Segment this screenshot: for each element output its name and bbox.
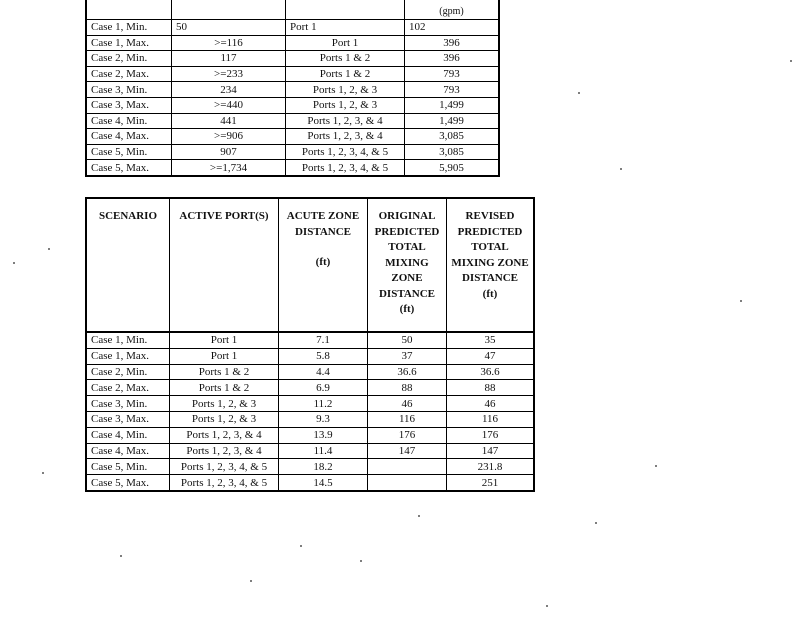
original-cell: 147 [368,443,447,459]
scenario-header-text: SCENARIO [98,210,158,222]
table-row [86,475,534,491]
table-row [86,427,534,443]
gpm-cell: 793 [405,82,500,98]
acute-zone-header-text: ACUTE ZONE DISTANCE [286,210,360,238]
table-row [86,443,534,459]
mixing-zone-table-body [86,198,534,491]
active-ports-header [170,198,279,332]
flow-cell: >=233 [172,66,286,82]
flow-cell: >=906 [172,129,286,145]
scan-speck [42,472,44,474]
original-mixing-unit: (ft) [399,303,415,315]
acute-cell: 14.5 [279,475,368,491]
gpm-cell: 102 [405,20,500,36]
table-row [86,348,534,364]
original-cell: 176 [368,427,447,443]
original-cell: 37 [368,348,447,364]
scenario-cell: Case 2, Max. [86,380,170,396]
original-cell: 36.6 [368,364,447,380]
ports-cell: Ports 1, 2, 3, & 4 [286,113,405,129]
flow-table-header-row [86,0,499,20]
ports-cell: Ports 1, 2, & 3 [286,97,405,113]
ports-cell: Ports 1 & 2 [286,66,405,82]
flow-cell: 117 [172,51,286,67]
original-cell: 46 [368,396,447,412]
gpm-cell: 5,905 [405,160,500,176]
scenario-cell: Case 5, Min. [86,459,170,475]
table-row [86,82,499,98]
original-cell [368,475,447,491]
revised-mixing-header [447,198,535,332]
revised-cell: 88 [447,380,535,396]
ports-cell: Ports 1, 2, 3, 4, & 5 [170,475,279,491]
scenario-cell: Case 1, Min. [86,332,170,348]
original-cell [368,459,447,475]
case-cell: Case 1, Max. [86,35,172,51]
acute-cell: 11.2 [279,396,368,412]
scan-speck [120,555,122,557]
scan-speck [620,168,622,170]
case-cell: Case 3, Min. [86,82,172,98]
case-cell: Case 4, Max. [86,129,172,145]
revised-cell: 231.8 [447,459,535,475]
revised-cell: 176 [447,427,535,443]
gpm-unit-label: (gpm) [439,6,464,17]
acute-cell: 18.2 [279,459,368,475]
scan-speck [546,605,548,607]
case-cell: Case 1, Min. [86,20,172,36]
revised-cell: 116 [447,411,535,427]
flow-cell: >=1,734 [172,160,286,176]
header-cell [405,0,500,20]
ports-cell: Ports 1 & 2 [170,364,279,380]
original-cell: 116 [368,411,447,427]
original-cell: 88 [368,380,447,396]
flow-cell: 907 [172,144,286,160]
scenario-cell: Case 3, Max. [86,411,170,427]
scenario-cell: Case 3, Min. [86,396,170,412]
acute-cell: 4.4 [279,364,368,380]
ports-cell: Ports 1, 2, & 3 [286,82,405,98]
scan-speck [595,522,597,524]
case-cell: Case 5, Min. [86,144,172,160]
flow-cell: 234 [172,82,286,98]
ports-cell: Ports 1, 2, 3, & 4 [286,129,405,145]
table-row [86,97,499,113]
ports-cell: Port 1 [170,348,279,364]
flow-cell: >=440 [172,97,286,113]
scenario-cell: Case 4, Min. [86,427,170,443]
acute-cell: 7.1 [279,332,368,348]
table-row [86,411,534,427]
revised-mixing-unit: (ft) [482,287,498,300]
header-cell [86,0,172,20]
ports-cell: Port 1 [286,35,405,51]
revised-cell: 47 [447,348,535,364]
scenario-cell: Case 5, Max. [86,475,170,491]
active-ports-header-text: ACTIVE PORT(S) [179,210,269,222]
scan-speck [418,515,420,517]
table-row [86,144,499,160]
table-row [86,66,499,82]
ports-cell: Ports 1, 2, & 3 [170,411,279,427]
original-mixing-header [368,198,447,332]
scenario-header [86,198,170,332]
scenario-cell: Case 2, Min. [86,364,170,380]
ports-cell: Ports 1, 2, & 3 [170,396,279,412]
table-row [86,332,534,348]
acute-cell: 11.4 [279,443,368,459]
flow-table-body [86,0,499,176]
original-mixing-header-text: ORIGINAL PREDICTED TOTAL MIXING ZONE DISTANCE [374,210,440,300]
scan-speck [250,580,252,582]
flow-cell: 50 [172,20,286,36]
table-row [86,20,499,36]
ports-cell: Ports 1 & 2 [170,380,279,396]
acute-zone-unit: (ft) [315,256,331,268]
scan-speck [48,248,50,250]
case-cell: Case 2, Min. [86,51,172,67]
gpm-cell: 396 [405,51,500,67]
ports-cell: Ports 1, 2, 3, 4, & 5 [170,459,279,475]
table-row [86,380,534,396]
acute-zone-header [279,198,368,332]
ports-cell: Ports 1, 2, 3, 4, & 5 [286,160,405,176]
revised-cell: 36.6 [447,364,535,380]
gpm-cell: 396 [405,35,500,51]
table-row [86,364,534,380]
gpm-cell: 793 [405,66,500,82]
acute-cell: 13.9 [279,427,368,443]
gpm-cell: 3,085 [405,129,500,145]
gpm-cell: 3,085 [405,144,500,160]
ports-cell: Port 1 [170,332,279,348]
revised-cell: 35 [447,332,535,348]
scan-speck [740,300,742,302]
table-row [86,129,499,145]
ports-cell: Ports 1, 2, 3, 4, & 5 [286,144,405,160]
original-cell: 50 [368,332,447,348]
scenario-cell: Case 4, Max. [86,443,170,459]
acute-cell: 5.8 [279,348,368,364]
acute-cell: 6.9 [279,380,368,396]
ports-cell: Ports 1 & 2 [286,51,405,67]
revised-cell: 251 [447,475,535,491]
mixing-zone-header-row [86,198,534,332]
table-row [86,51,499,67]
case-cell: Case 3, Max. [86,97,172,113]
table-row [86,35,499,51]
gpm-cell: 1,499 [405,113,500,129]
table-row [86,459,534,475]
ports-cell: Ports 1, 2, 3, & 4 [170,427,279,443]
scan-speck [300,545,302,547]
flow-table [85,0,500,177]
mixing-zone-table [85,197,535,492]
scan-speck [13,262,15,264]
gpm-cell: 1,499 [405,97,500,113]
table-row [86,113,499,129]
header-cell [172,0,286,20]
revised-mixing-header-text: REVISED PREDICTED TOTAL MIXING ZONE DISTANCE [451,210,529,284]
case-cell: Case 4, Min. [86,113,172,129]
scan-speck [655,465,657,467]
revised-cell: 147 [447,443,535,459]
scan-speck [578,92,580,94]
case-cell: Case 5, Max. [86,160,172,176]
ports-cell: Ports 1, 2, 3, & 4 [170,443,279,459]
acute-cell: 9.3 [279,411,368,427]
flow-cell: >=116 [172,35,286,51]
flow-cell: 441 [172,113,286,129]
scan-speck [360,560,362,562]
header-cell [286,0,405,20]
table-row [86,396,534,412]
ports-cell: Port 1 [286,20,405,36]
scan-speck [790,60,792,62]
table-row [86,160,499,176]
case-cell: Case 2, Max. [86,66,172,82]
scenario-cell: Case 1, Max. [86,348,170,364]
revised-cell: 46 [447,396,535,412]
